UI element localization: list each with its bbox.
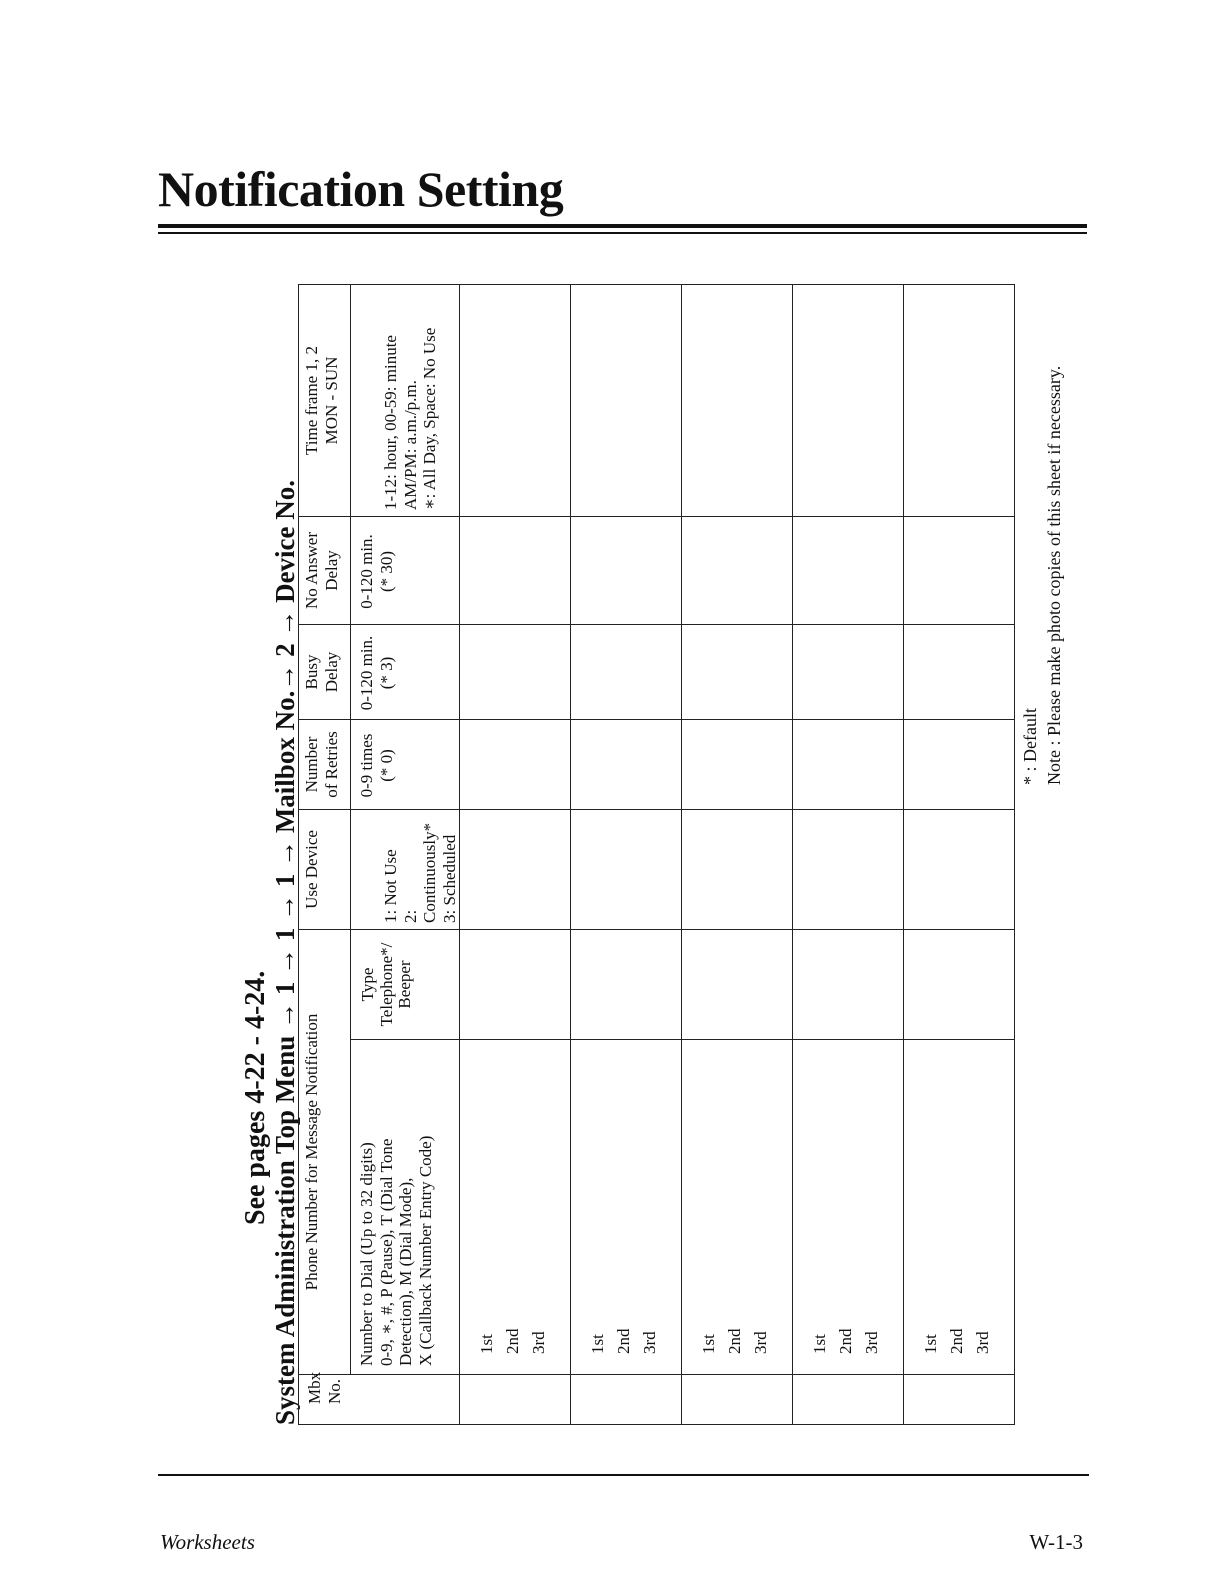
footer-rule [158,1474,1089,1476]
ordinal-label: 2nd [836,1328,856,1354]
see-pages-heading: See pages 4-22 - 4-24. [240,970,271,1225]
phone-number-group-header: Phone Number for Message Notification [299,929,351,1374]
ordinal-label: 2nd [614,1328,634,1354]
type-cell[interactable] [904,929,1015,1039]
no-answer-delay-header: No Answer Delay [299,516,351,624]
ordinal-label: 1st [588,1334,608,1354]
busy-delay-cell[interactable] [793,624,904,719]
use-device-header: Use Device [299,809,351,929]
busy-delay-range: 0-120 min. (* 3) [351,624,460,719]
type-cell[interactable] [571,929,682,1039]
no-answer-delay-cell[interactable] [571,516,682,624]
number-to-dial-cell[interactable] [904,1040,1015,1375]
time-frame-cell[interactable] [904,284,1015,516]
photocopy-note: Note : Please make photo copies of this sheet if necessary. [1044,365,1064,785]
menu-path-heading: System Administration Top Menu → 1 → 1 → 1 → Mailbox No.→ 2 → Device No. [270,479,300,1425]
time-frame-cell[interactable] [460,284,571,516]
no-answer-delay-cell[interactable] [793,516,904,624]
use-device-cell[interactable] [460,809,571,929]
number-to-dial-cell[interactable] [682,1040,793,1375]
page-title: Notification Setting [158,161,564,217]
mbx-no-cell[interactable] [571,1375,682,1425]
time-frame-range: 1-12: hour, 00-59: minute AM/PM: a.m./p.m. ∗: All Day, Space: No Use [351,284,460,516]
ordinal-label: 3rd [862,1331,882,1354]
number-to-dial-cell[interactable] [793,1040,904,1375]
busy-delay-cell[interactable] [460,624,571,719]
busy-delay-cell[interactable] [904,624,1015,719]
ordinal-label: 3rd [751,1331,771,1354]
retries-cell[interactable] [571,719,682,809]
use-device-cell[interactable] [682,809,793,929]
use-device-cell[interactable] [904,809,1015,929]
busy-delay-header: Busy Delay [299,624,351,719]
no-answer-delay-cell[interactable] [904,516,1015,624]
mailbox-entry-row [571,284,682,1424]
mailbox-entry-row [793,284,904,1424]
ordinal-label: 2nd [725,1328,745,1354]
retries-range: 0-9 times (* 0) [351,719,460,809]
no-answer-delay-cell[interactable] [682,516,793,624]
retries-cell[interactable] [460,719,571,809]
ordinal-label: 1st [810,1334,830,1354]
page-number: W-1-3 [1029,1530,1083,1554]
busy-delay-cell[interactable] [682,624,793,719]
no-answer-delay-range: 0-120 min. (* 30) [351,516,460,624]
time-frame-cell[interactable] [682,284,793,516]
number-to-dial-cell[interactable] [571,1040,682,1375]
footer-section-label: Worksheets [160,1530,255,1554]
ordinal-label: 3rd [529,1331,549,1354]
number-to-dial-header: Number to Dial (Up to 32 digits) 0-9, ∗, #, P (Pause), T (Dial Tone Detection), M (Dial Mode), X (Callback Number Entry Code) [351,1040,460,1375]
type-cell[interactable] [682,929,793,1039]
time-frame-cell[interactable] [571,284,682,516]
ordinal-label: 3rd [973,1331,993,1354]
ordinal-label: 1st [699,1334,719,1354]
use-device-range: 1: Not Use 2: Continuously* 3: Scheduled [351,809,460,929]
retries-cell[interactable] [793,719,904,809]
no-answer-delay-cell[interactable] [460,516,571,624]
worksheet-rotated [240,285,1064,1425]
mbx-no-cell[interactable] [460,1375,571,1425]
mailbox-entry-row [904,284,1015,1424]
use-device-cell[interactable] [793,809,904,929]
ordinal-label: 1st [921,1334,941,1354]
title-rule-thin [158,232,1087,234]
type-cell[interactable] [460,929,571,1039]
ordinal-label: 3rd [640,1331,660,1354]
time-frame-header: Time frame 1, 2 MON - SUN [299,284,351,516]
number-to-dial-cell[interactable] [460,1040,571,1375]
title-rule [158,224,1087,228]
retries-header: Number of Retries [299,719,351,809]
busy-delay-cell[interactable] [571,624,682,719]
use-device-cell[interactable] [571,809,682,929]
type-header: Type Telephone*/ Beeper [351,929,460,1039]
ordinal-label: 1st [477,1334,497,1354]
mailbox-entry-row [460,284,571,1424]
ordinal-label: 2nd [503,1328,523,1354]
mbx-no-cell[interactable] [682,1375,793,1425]
time-frame-cell[interactable] [793,284,904,516]
notification-worksheet-table [298,284,1015,1425]
retries-cell[interactable] [682,719,793,809]
mailbox-entry-row [682,284,793,1424]
mbx-no-cell[interactable] [904,1375,1015,1425]
retries-cell[interactable] [904,719,1015,809]
mbx-no-cell[interactable] [793,1375,904,1425]
mbx-no-header: Mbx No. [299,1375,460,1425]
ordinal-label: 2nd [947,1328,967,1354]
default-note: * : Default [1020,708,1040,785]
type-cell[interactable] [793,929,904,1039]
